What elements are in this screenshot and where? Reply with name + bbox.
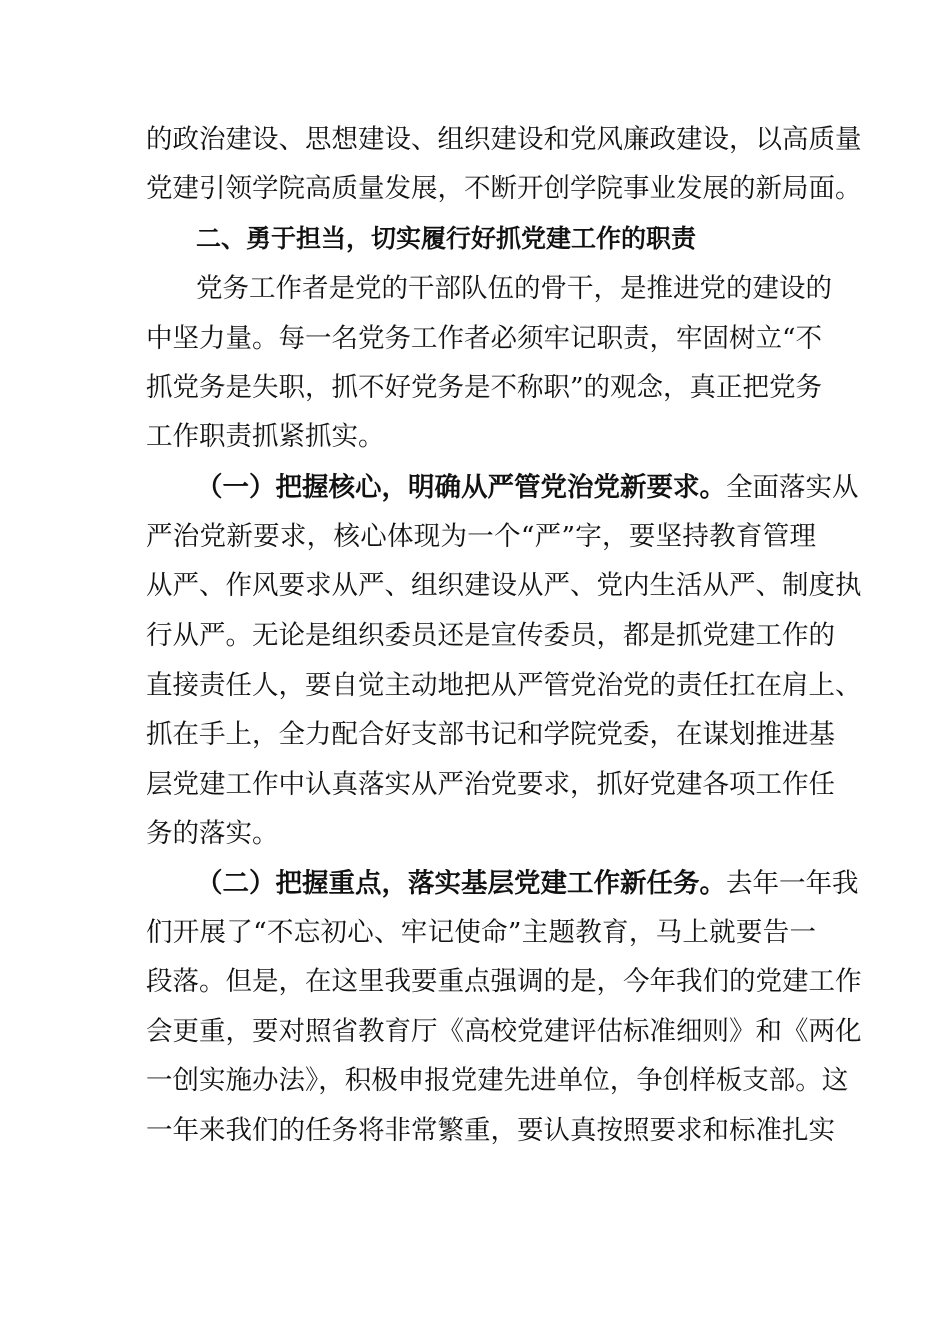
body-line: 们开展了“不忘初心、牢记使命”主题教育，马上就要告一 [146, 917, 816, 948]
subsection-title: （一）把握核心，明确从严管党治党新要求。 [196, 472, 726, 503]
body-line: 从严、作风要求从严、组织建设从严、党内生活从严、制度执 [146, 570, 862, 601]
body-line: 抓党务是失职，抓不好党务是不称职”的观念，真正把党务 [146, 372, 823, 403]
body-line: 中坚力量。每一名党务工作者必须牢记职责，牢固树立“不 [146, 323, 823, 354]
body-line: 党务工作者是党的干部队伍的骨干，是推进党的建设的 [196, 273, 832, 304]
subsection-line [196, 467, 859, 509]
body-line: 务的落实。 [146, 818, 279, 849]
subsection-title: （二）把握重点，落实基层党建工作新任务。 [196, 868, 726, 899]
body-line: 直接责任人，要自觉主动地把从严管党治党的责任扛在肩上、 [146, 670, 862, 701]
body-line: 行从严。无论是组织委员还是宣传委员，都是抓党建工作的 [146, 620, 835, 651]
subsection-text: 全面落实从 [726, 472, 859, 503]
body-line: 抓在手上，全力配合好支部书记和学院党委，在谋划推进基 [146, 719, 835, 750]
body-line: 一创实施办法》，积极申报党建先进单位，争创样板支部。这 [146, 1065, 849, 1096]
body-line: 段落。但是，在这里我要重点强调的是，今年我们的党建工作 [146, 966, 862, 997]
section-heading: 二、勇于担当，切实履行好抓党建工作的职责 [196, 224, 697, 253]
subsection-text: 去年一年我 [726, 868, 859, 899]
subsection-line [196, 863, 859, 905]
body-line: 一年来我们的任务将非常繁重，要认真按照要求和标准扎实 [146, 1115, 835, 1146]
body-line: 党建引领学院高质量发展，不断开创学院事业发展的新局面。 [146, 173, 862, 204]
body-line: 严治党新要求，核心体现为一个“严”字，要坚持教育管理 [146, 521, 816, 552]
body-line: 工作职责抓紧抓实。 [146, 421, 385, 452]
body-line: 的政治建设、思想建设、组织建设和党风廉政建设，以高质量 [146, 124, 862, 155]
body-line: 会更重，要对照省教育厅《高校党建评估标准细则》和《两化 [146, 1016, 862, 1047]
body-line: 层党建工作中认真落实从严治党要求，抓好党建各项工作任 [146, 769, 835, 800]
